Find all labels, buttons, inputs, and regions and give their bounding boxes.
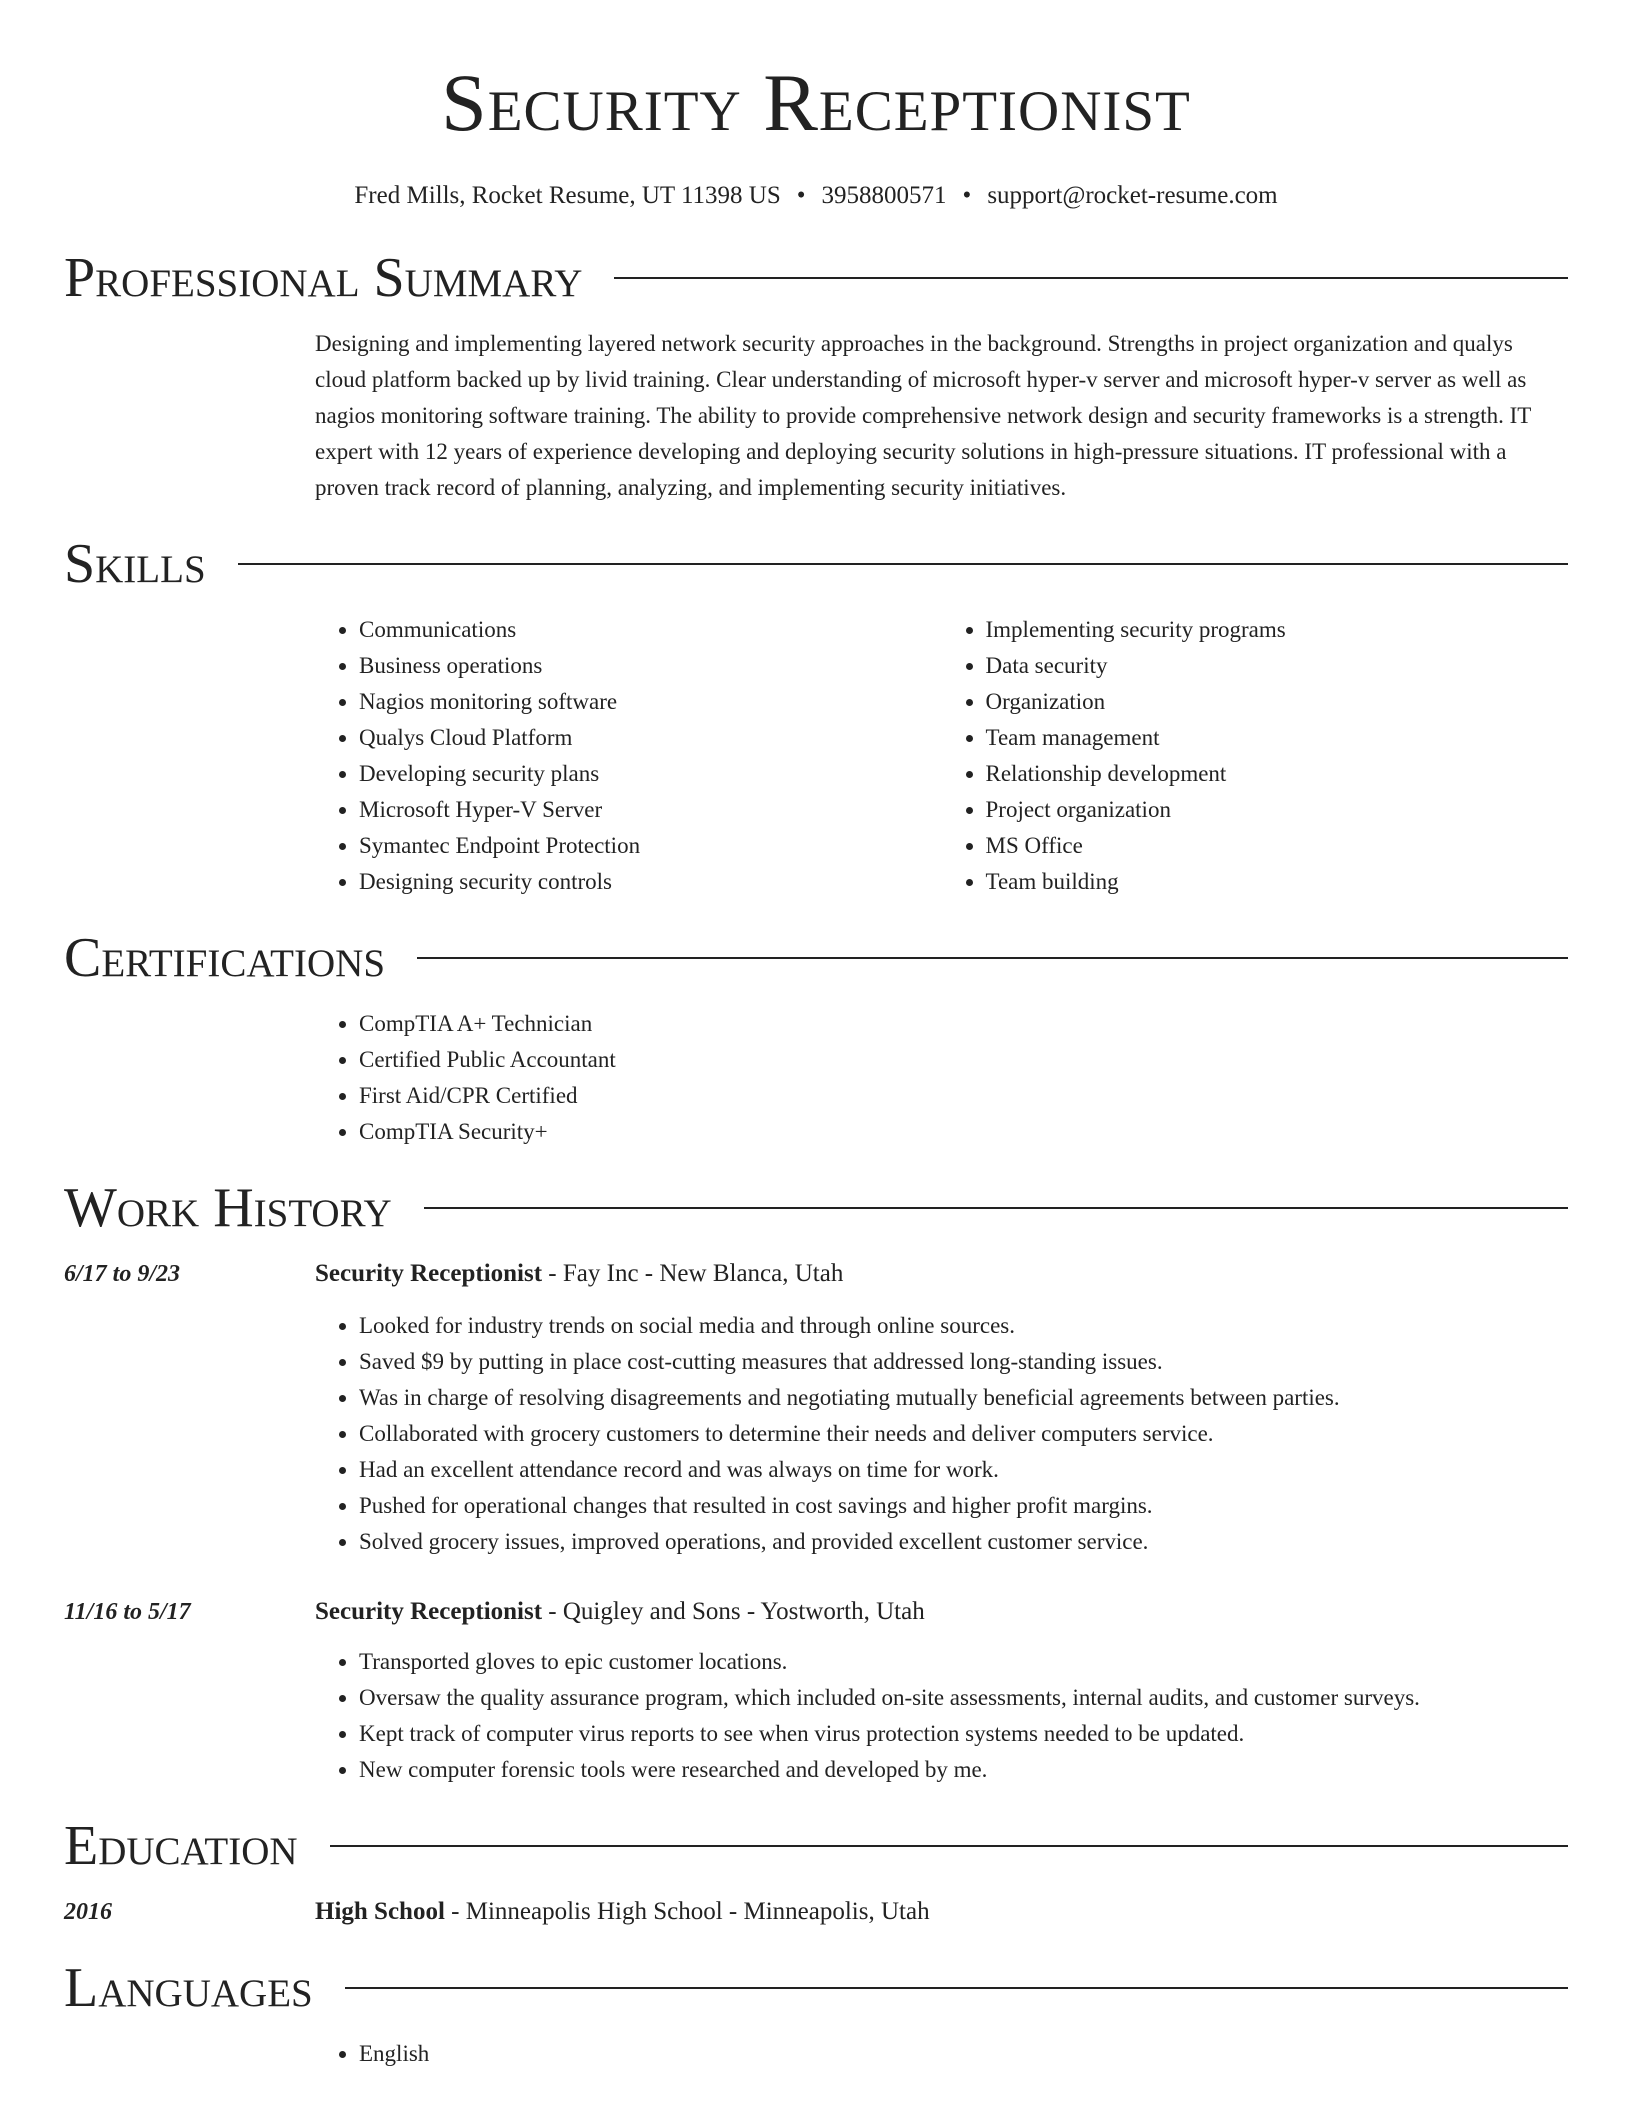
skill-item: • Microsoft Hyper-V Server bbox=[359, 792, 942, 828]
job-entry bbox=[64, 1594, 1568, 1630]
skills-list-right bbox=[942, 612, 1569, 900]
job-bullet: • Looked for industry trends on social media and through online sources. bbox=[359, 1308, 1568, 1344]
section-divider bbox=[614, 277, 1568, 279]
contact-address: Fred Mills, Rocket Resume, UT 11398 US bbox=[354, 182, 781, 209]
contact-line bbox=[0, 182, 1632, 210]
section-title-work: Work History bbox=[64, 1177, 392, 1239]
skill-item: • Qualys Cloud Platform bbox=[359, 720, 942, 756]
job-bullets-block bbox=[315, 1308, 1568, 1560]
section-title-summary: Professional Summary bbox=[64, 247, 583, 309]
job-heading bbox=[315, 1594, 1568, 1630]
page-title: Security Receptionist bbox=[441, 57, 1191, 148]
skill-item: • Communications bbox=[359, 612, 942, 648]
languages-block bbox=[315, 2036, 1568, 2072]
skill-item: • Business operations bbox=[359, 648, 942, 684]
section-divider bbox=[330, 1845, 1568, 1847]
skills-columns bbox=[315, 612, 1568, 900]
skill-item: • Designing security controls bbox=[359, 864, 942, 900]
skill-item: • Team building bbox=[986, 864, 1569, 900]
skill-item: • Developing security plans bbox=[359, 756, 942, 792]
section-divider bbox=[345, 1987, 1568, 1989]
certification-item: • CompTIA Security+ bbox=[359, 1114, 1568, 1150]
certifications-block bbox=[315, 1006, 1568, 1150]
job-bullet: • Was in charge of resolving disagreements and negotiating mutually beneficial agreements between parties. bbox=[359, 1380, 1568, 1416]
education-details: - Minneapolis High School - Minneapolis, Utah bbox=[444, 1898, 930, 1925]
education-degree: High School bbox=[315, 1898, 445, 1925]
section-title-skills: Skills bbox=[64, 533, 206, 595]
job-bullets-block bbox=[315, 1644, 1568, 1788]
section-divider bbox=[424, 1207, 1568, 1209]
education-heading bbox=[315, 1894, 1568, 1930]
job-bullet: • New computer forensic tools were researched and developed by me. bbox=[359, 1752, 1568, 1788]
skill-item: • Organization bbox=[986, 684, 1569, 720]
job-bullet: • Transported gloves to epic customer locations. bbox=[359, 1644, 1568, 1680]
certifications-list bbox=[315, 1006, 1568, 1150]
job-title: Security Receptionist bbox=[315, 1260, 543, 1287]
job-bullet: • Pushed for operational changes that resulted in cost savings and higher profit margins. bbox=[359, 1488, 1568, 1524]
job-entry bbox=[64, 1256, 1568, 1292]
language-item: • English bbox=[359, 2036, 1568, 2072]
skill-item: • Nagios monitoring software bbox=[359, 684, 942, 720]
job-bullet: • Collaborated with grocery customers to determine their needs and deliver computers service. bbox=[359, 1416, 1568, 1452]
contact-separator: • bbox=[962, 182, 972, 209]
job-bullets bbox=[315, 1308, 1568, 1560]
contact-phone: 3958800571 bbox=[821, 182, 947, 209]
contact-email: support@rocket-resume.com bbox=[987, 182, 1278, 209]
job-bullet: • Oversaw the quality assurance program, which included on-site assessments, internal audits, and customer surveys. bbox=[359, 1680, 1568, 1716]
summary-text: Designing and implementing layered network security approaches in the background. Strengths in project organization and qualys cloud platform backed up by livid training. Clear understanding of microsoft hyper-v server and microsoft hyper-v server as well as nagios monitoring software training. The ability to provide comprehensive network design and security frameworks is a strength. IT expert with 12 years of experience developing and deploying security solutions in high-pressure situations. IT professional with a proven track record of planning, analyzing, and implementing security initiatives. bbox=[315, 331, 1531, 500]
job-details: - Quigley and Sons - Yostworth, Utah bbox=[542, 1598, 925, 1625]
section-title-languages: Languages bbox=[64, 1957, 313, 2019]
job-bullet: • Saved $9 by putting in place cost-cutting measures that addressed long-standing issues. bbox=[359, 1344, 1568, 1380]
section-header-languages bbox=[64, 1957, 1568, 2019]
skill-item: • MS Office bbox=[986, 828, 1569, 864]
job-bullet: • Solved grocery issues, improved operations, and provided excellent customer service. bbox=[359, 1524, 1568, 1560]
section-header-summary bbox=[64, 247, 1568, 309]
section-header-certifications bbox=[64, 927, 1568, 989]
job-heading bbox=[315, 1256, 1568, 1292]
section-divider bbox=[417, 957, 1568, 959]
education-year: 2016 bbox=[64, 1899, 112, 1925]
contact-separator: • bbox=[796, 182, 806, 209]
skill-item: • Implementing security programs bbox=[986, 612, 1569, 648]
certification-item: • Certified Public Accountant bbox=[359, 1042, 1568, 1078]
job-bullet: • Had an excellent attendance record and was always on time for work. bbox=[359, 1452, 1568, 1488]
education-entry bbox=[64, 1894, 1568, 1930]
certification-item: • First Aid/CPR Certified bbox=[359, 1078, 1568, 1114]
section-header-education bbox=[64, 1815, 1568, 1877]
section-header-skills bbox=[64, 533, 1568, 595]
skill-item: • Relationship development bbox=[986, 756, 1569, 792]
skill-item: • Symantec Endpoint Protection bbox=[359, 828, 942, 864]
languages-list bbox=[315, 2036, 1568, 2072]
job-bullet: • Kept track of computer virus reports to see when virus protection systems needed to be updated. bbox=[359, 1716, 1568, 1752]
skill-item: • Team management bbox=[986, 720, 1569, 756]
section-title-education: Education bbox=[64, 1815, 298, 1877]
section-title-certifications: Certifications bbox=[64, 927, 386, 989]
job-bullets bbox=[315, 1644, 1568, 1788]
skill-item: • Data security bbox=[986, 648, 1569, 684]
job-title: Security Receptionist bbox=[315, 1598, 543, 1625]
section-header-work bbox=[64, 1177, 1568, 1239]
job-dates: 11/16 to 5/17 bbox=[64, 1599, 191, 1625]
section-divider bbox=[238, 563, 1568, 565]
certification-item: • CompTIA A+ Technician bbox=[359, 1006, 1568, 1042]
skills-list-left bbox=[315, 612, 942, 900]
job-details: - Fay Inc - New Blanca, Utah bbox=[542, 1260, 844, 1287]
skill-item: • Project organization bbox=[986, 792, 1569, 828]
job-dates: 6/17 to 9/23 bbox=[64, 1261, 181, 1287]
